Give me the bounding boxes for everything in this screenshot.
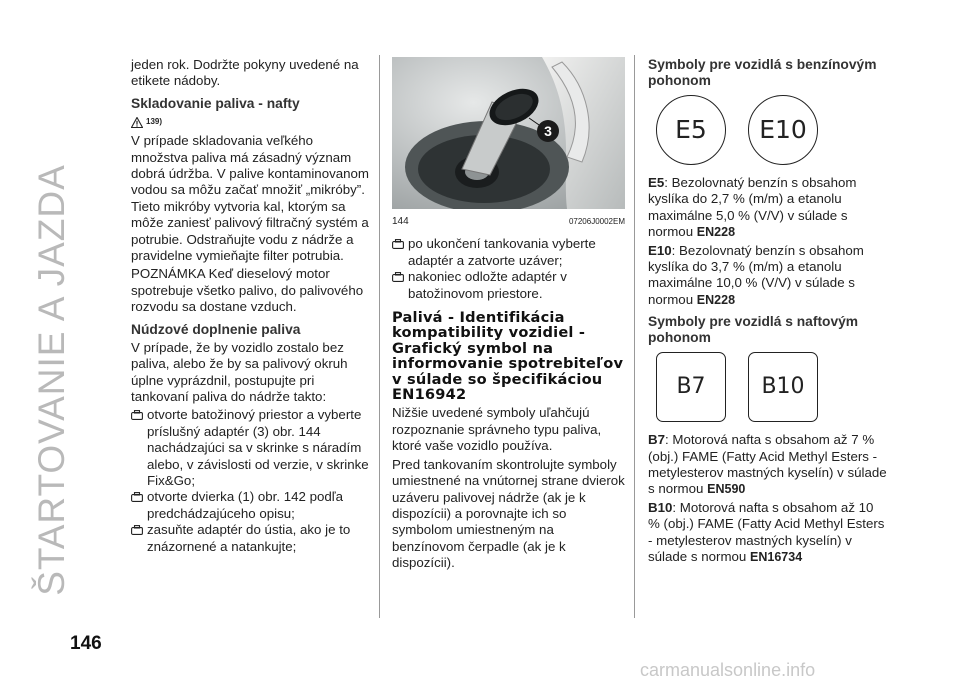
list-item xyxy=(392,236,625,269)
storage-paragraph: V prípade skladovania veľkého množstva paliva má zásadný význam dobrá údržba. V palive kontaminovanom vodou sa môžu začať množiť „mikróby”. Tieto mikróby vytvoria kal, ktorým sa môže zaniesť palivový filtračný systém a potrubie. Odstraňujte vodu z nádrže a pravidelne vymieňajte filter potrubia. xyxy=(131,133,370,264)
figure-fuel-adapter-photo xyxy=(392,57,625,209)
e5-text: : Bezolovnatý benzín s obsahom kyslíka do 2,7 % (m/m) a etanolu maximálne 5,0 % (V/V) v súlade s normou xyxy=(648,175,857,240)
heading-emergency: Núdzové doplnenie paliva xyxy=(131,321,301,337)
emergency-paragraph: V prípade, že by vozidlo zostalo bez paliva, alebo že by sa palivový okruh úplne vyprázdnil, postupujte pri tankovaní paliva do nádrže takto: xyxy=(131,339,348,404)
e5-symbol: E5 xyxy=(656,95,726,165)
fuel-filler-illustration xyxy=(392,57,625,209)
e5-label: E5 xyxy=(648,175,665,190)
e10-symbol: E10 xyxy=(748,95,818,165)
b7-norm: EN590 xyxy=(707,482,746,497)
figure-code: 07206J0002EM xyxy=(568,217,625,226)
heading-storage: Skladovanie paliva - nafty xyxy=(131,95,300,111)
watermark: carmanualsonline.info xyxy=(640,660,816,680)
column-2 xyxy=(392,57,625,574)
b10-label: B10 xyxy=(648,499,673,515)
b10-text: : Motorová nafta s obsahom až 10 % (obj.) FAME (Fatty Acid Methyl Esters - metylesterov mastných kyselín) v súlade s normou xyxy=(648,499,885,565)
list-item xyxy=(131,522,369,555)
check-paragraph: Pred tankovaním skontrolujte symboly umiestnené na vnútornej strane dvierok uzáveru palivovej nádrže (ak je k dispozícii) a porovnajte ich so symbolom umiestneným na benzínovom čerpadle (ak je k dispozícii). xyxy=(392,456,625,571)
warning-reference xyxy=(131,114,369,130)
symbols-paragraph: Nižšie uvedené symboly uľahčujú rozpoznanie správneho typu paliva, ktoré vaše vozidlo používa. xyxy=(392,405,602,454)
e10-text: : Bezolovnatý benzín s obsahom kyslíka do 3,7 % (m/m) a etanolu maximálne 10,0 % (V/V) v súlade s normou xyxy=(648,242,864,307)
e5-norm: EN228 xyxy=(696,225,736,240)
list-item-text: po ukončení tankovania vyberte adaptér a zatvorte uzáver; xyxy=(408,236,596,268)
list-item-text: otvorte batožinový priestor a vyberte príslušný adaptér (3) obr. 144 nachádzajúci sa v skrinke s náradím alebo, v závislosti od verzie, v skrinke Fix&Go; xyxy=(147,407,369,488)
action-bullet-icon xyxy=(131,410,143,489)
list-item-text: otvorte dvierka (1) obr. 142 podľa predchádzajúceho opisu; xyxy=(147,489,344,521)
b7-text: : Motorová nafta s obsahom až 7 % (obj.) FAME (Fatty Acid Methyl Esters - metylesterov mastných kyselín) v súlade s normou xyxy=(648,432,887,497)
b7-definition xyxy=(648,432,888,498)
column-1 xyxy=(131,57,369,555)
b7-symbol: B7 xyxy=(656,352,726,422)
b10-norm: EN16734 xyxy=(750,550,803,565)
b10-symbol: B10 xyxy=(748,352,818,422)
column-divider xyxy=(379,55,380,618)
list-item xyxy=(131,489,369,522)
warning-reference-number: 139) xyxy=(146,116,163,126)
action-bullet-icon xyxy=(131,525,143,555)
b7-label: B7 xyxy=(648,432,665,448)
figure-number: 144 xyxy=(392,216,409,227)
action-bullet-icon xyxy=(392,239,404,269)
diesel-symbol-row xyxy=(656,352,888,422)
page-number: 146 xyxy=(70,633,102,654)
e10-norm: EN228 xyxy=(696,292,736,307)
e10-definition xyxy=(648,243,888,309)
figure-caption xyxy=(392,214,625,230)
heading-diesel-symbols: Symboly pre vozidlá s naftovým pohonom xyxy=(648,314,859,346)
petrol-symbol-row xyxy=(656,95,888,165)
list-item-text: nakoniec odložte adaptér v batožinovom priestore. xyxy=(408,269,567,301)
callout-number: 3 xyxy=(544,123,552,139)
b10-definition xyxy=(648,500,888,566)
action-bullet-icon xyxy=(131,492,143,522)
intro-paragraph: jeden rok. Dodržte pokyny uvedené na etikete nádoby. xyxy=(131,57,359,89)
list-item-text: zasuňte adaptér do ústia, ako je to znázornené a natankujte; xyxy=(147,522,351,554)
warning-triangle-icon xyxy=(131,117,143,128)
heading-fuel-identification: Palivá - Identifikácia kompatibility vozidiel - Grafický symbol na informovanie spotrebiteľov v súlade so špecifikáciou EN16942 xyxy=(392,309,624,404)
e10-label: E10 xyxy=(648,242,672,258)
chapter-side-title: ŠTARTOVANIE A JAZDA xyxy=(31,164,72,596)
column-3 xyxy=(648,57,888,568)
column-divider xyxy=(634,55,635,618)
heading-petrol-symbols: Symboly pre vozidlá s benzínovým pohonom xyxy=(648,57,877,88)
note-paragraph: POZNÁMKA Keď dieselový motor spotrebuje všetko palivo, do palivového rozvodu sa dostane vzduch. xyxy=(131,266,364,315)
e5-definition xyxy=(648,175,888,241)
action-bullet-icon xyxy=(392,272,404,302)
list-item xyxy=(392,269,625,302)
list-item xyxy=(131,407,369,489)
